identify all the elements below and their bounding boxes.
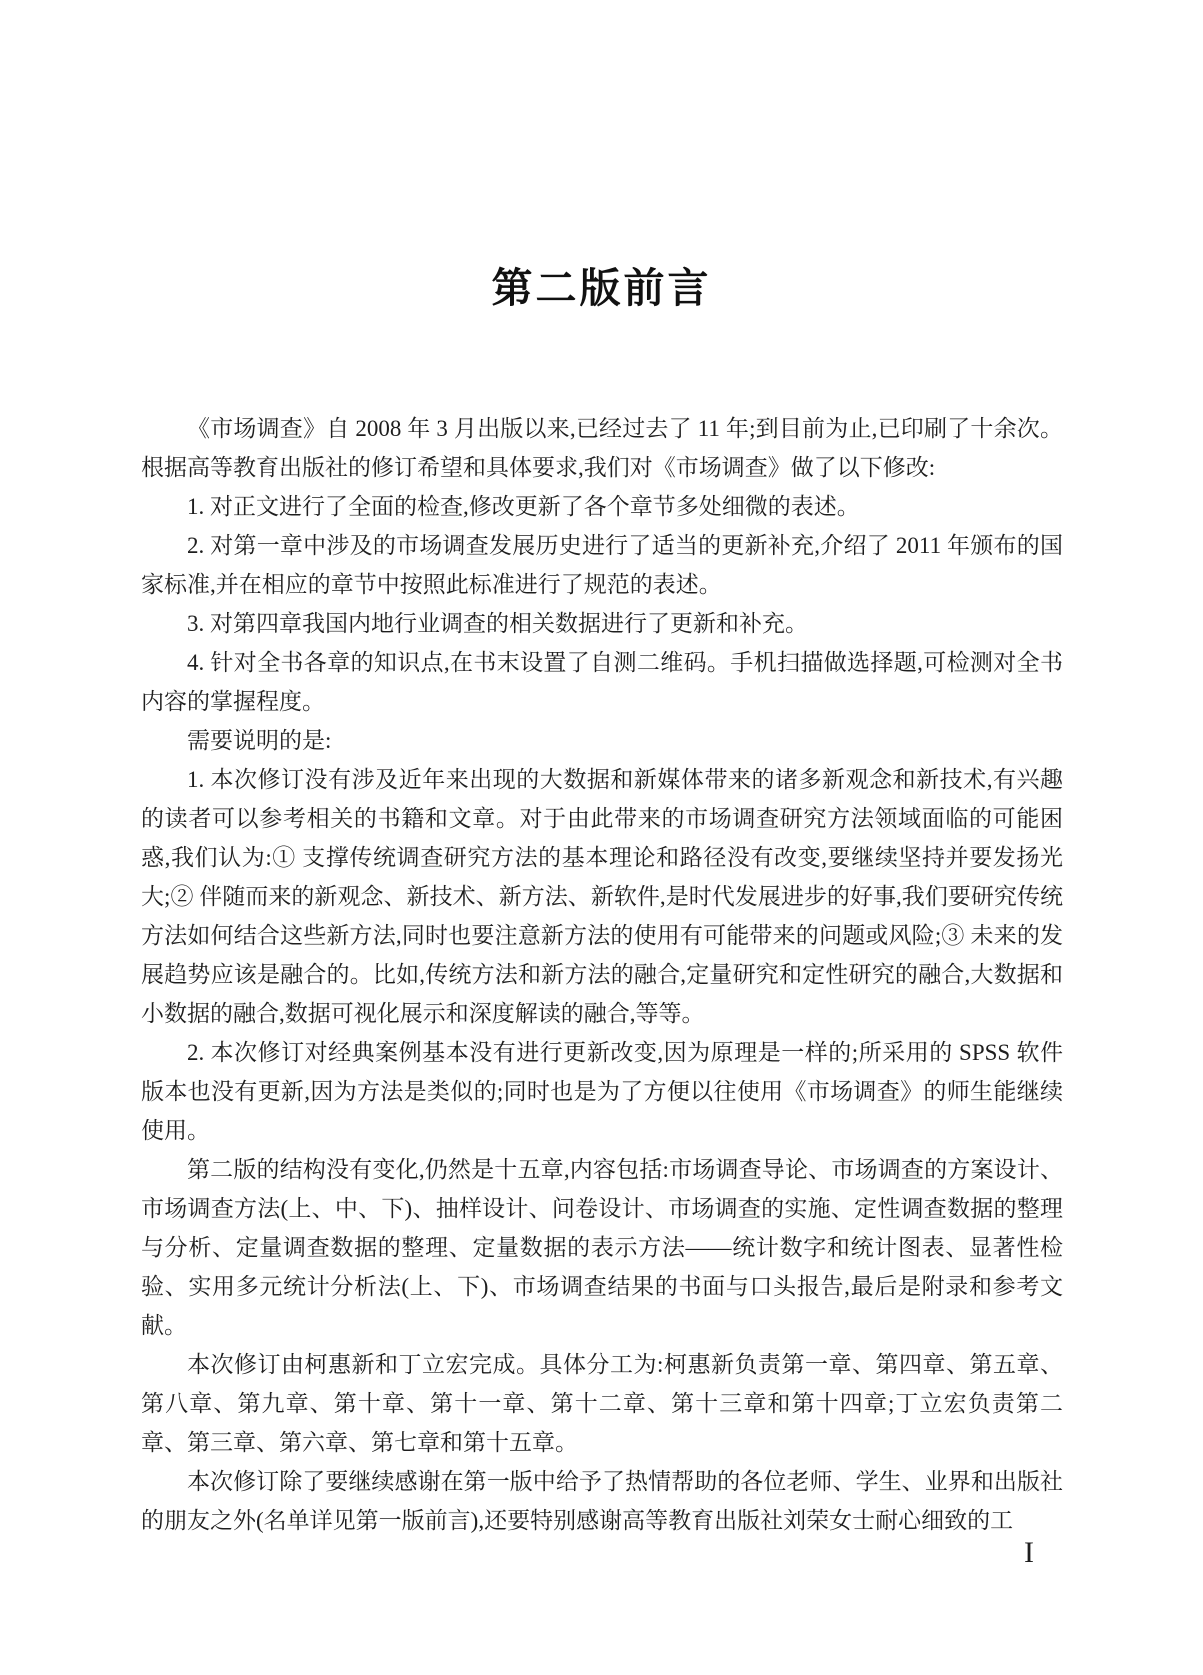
paragraph: 第二版的结构没有变化,仍然是十五章,内容包括:市场调查导论、市场调查的方案设计、市场调查方法(上、中、下)、抽样设计、问卷设计、市场调查的实施、定性调查数据的整理与分析、定量调查数据的整理、定量数据的表示方法——统计数字和统计图表、显著性检验、实用多元统计分析法(上、下)、市场调查结果的书面与口头报告,最后是附录和参考文献。 <box>141 1157 1063 1338</box>
paragraph: 本次修订由柯惠新和丁立宏完成。具体分工为:柯惠新负责第一章、第四章、第五章、第八章、第九章、第十章、第十一章、第十二章、第十三章和第十四章;丁立宏负责第二章、第三章、第六章、第七章和第十五章。 <box>141 1352 1063 1455</box>
paragraph: 需要说明的是: <box>187 728 332 753</box>
paragraph: 《市场调查》自 2008 年 3 月出版以来,已经过去了 11 年;到目前为止,已印刷了十余次。根据高等教育出版社的修订希望和具体要求,我们对《市场调查》做了以下修改: <box>141 416 1063 480</box>
paragraph: 2. 本次修订对经典案例基本没有进行更新改变,因为原理是一样的;所采用的 SPSS 软件版本也没有更新,因为方法是类似的;同时也是为了方便以往使用《市场调查》的师生能继续使用。 <box>141 1040 1063 1143</box>
paragraph: 2. 对第一章中涉及的市场调查发展历史进行了适当的更新补充,介绍了 2011 年颁布的国家标准,并在相应的章节中按照此标准进行了规范的表述。 <box>141 533 1063 597</box>
paragraph: 本次修订除了要继续感谢在第一版中给予了热情帮助的各位老师、学生、业界和出版社的朋友之外(名单详见第一版前言),还要特别感谢高等教育出版社刘荣女士耐心细致的工 <box>141 1469 1063 1533</box>
preface-body <box>141 409 1063 1540</box>
page-number: I <box>1024 1536 1034 1569</box>
paragraph: 1. 对正文进行了全面的检查,修改更新了各个章节多处细微的表述。 <box>187 494 860 519</box>
paragraph: 3. 对第四章我国内地行业调查的相关数据进行了更新和补充。 <box>187 611 808 636</box>
page-title: 第二版前言 <box>491 265 712 311</box>
paragraph: 1. 本次修订没有涉及近年来出现的大数据和新媒体带来的诸多新观念和新技术,有兴趣的读者可以参考相关的书籍和文章。对于由此带来的市场调查研究方法领域面临的可能困惑,我们认为:① 支撑传统调查研究方法的基本理论和路径没有改变,要继续坚持并要发扬光大;② 伴随而来的新观念、新技术、新方法、新软件,是时代发展进步的好事,我们要研究传统方法如何结合这些新方法,同时也要注意新方法的使用有可能带来的问题或风险;③ 未来的发展趋势应该是融合的。比如,传统方法和新方法的融合,定量研究和定性研究的融合,大数据和小数据的融合,数据可视化展示和深度解读的融合,等等。 <box>141 767 1063 1026</box>
paragraph: 4. 针对全书各章的知识点,在书末设置了自测二维码。手机扫描做选择题,可检测对全书内容的掌握程度。 <box>141 650 1063 714</box>
